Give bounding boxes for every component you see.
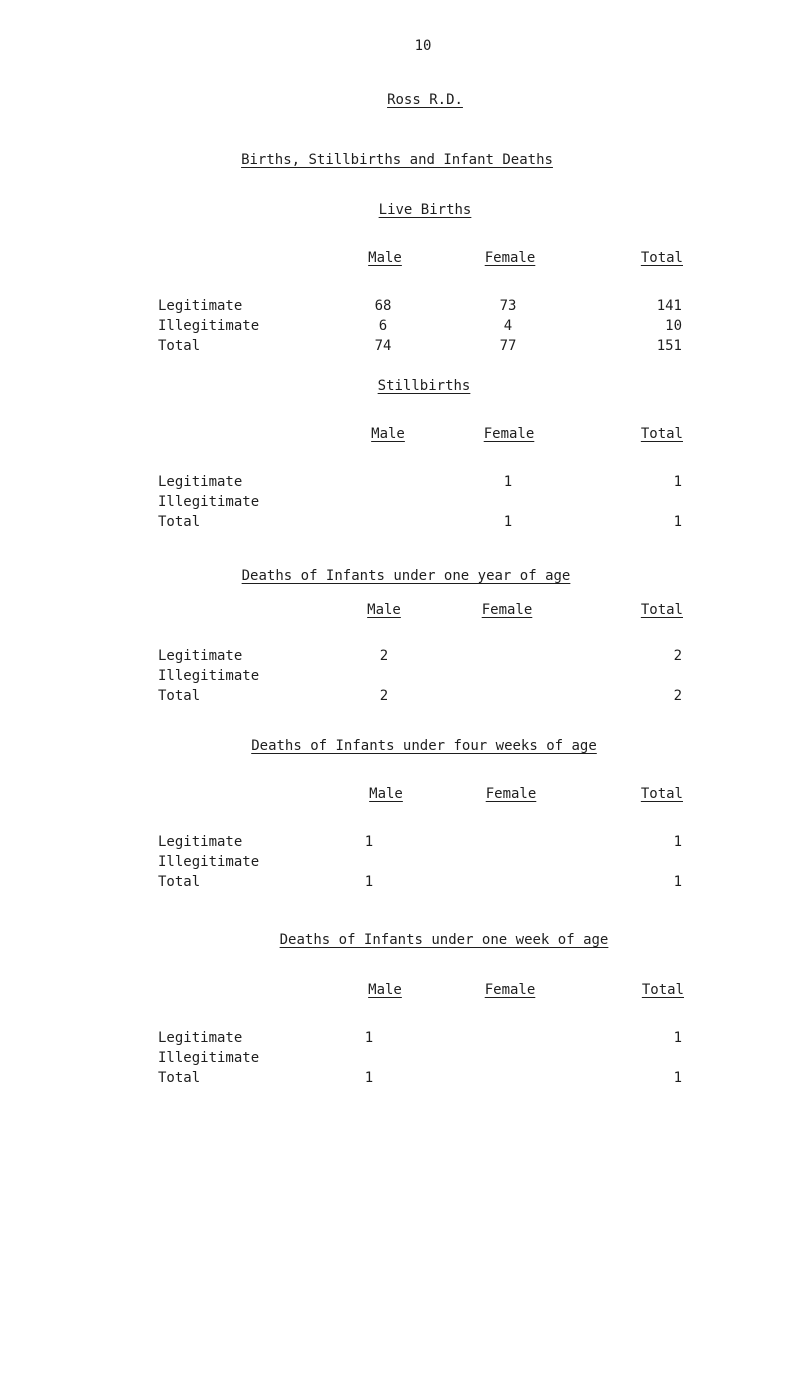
main-title: Births, Stillbirths and Infant Deaths <box>241 152 553 168</box>
row-label-total: Total <box>158 688 201 704</box>
row-label-legitimate: Legitimate <box>158 648 243 664</box>
row-label-illegitimate: Illegitimate <box>158 1050 260 1066</box>
col-header-female: Female <box>484 250 536 266</box>
row-label-legitimate: Legitimate <box>158 298 243 314</box>
col-header-female: Female <box>481 602 533 618</box>
col-header-female: Female <box>484 982 536 998</box>
cell-total: 1 <box>673 1030 682 1046</box>
col-header-female: Female <box>483 426 535 442</box>
cell-male: 1 <box>364 874 374 890</box>
col-header-female: Female <box>485 786 537 802</box>
row-label-legitimate: Legitimate <box>158 474 243 490</box>
cell-female: 77 <box>499 338 517 354</box>
col-header-male: Male <box>368 250 402 266</box>
cell-male: 2 <box>379 688 389 704</box>
row-label-illegitimate: Illegitimate <box>158 318 260 334</box>
row-label-total: Total <box>158 338 201 354</box>
cell-female: 4 <box>503 318 513 334</box>
cell-male: 2 <box>379 648 389 664</box>
cell-female: 1 <box>503 474 513 490</box>
cell-total: 1 <box>673 1070 682 1086</box>
cell-total: 1 <box>673 474 682 490</box>
cell-male: 74 <box>374 338 392 354</box>
section-title: Deaths of Infants under one year of age <box>241 568 571 584</box>
row-label-total: Total <box>158 514 201 530</box>
row-label-legitimate: Legitimate <box>158 1030 243 1046</box>
cell-female: 73 <box>499 298 517 314</box>
section-title: Stillbirths <box>377 378 471 394</box>
cell-male: 1 <box>364 1030 374 1046</box>
row-label-total: Total <box>158 874 201 890</box>
cell-total: 1 <box>673 834 682 850</box>
section-title: Deaths of Infants under four weeks of age <box>251 738 597 754</box>
cell-male: 1 <box>364 1070 374 1086</box>
section-title: Live Births <box>378 202 472 218</box>
col-header-total: Total <box>640 426 683 442</box>
col-header-total: Total <box>640 786 683 802</box>
cell-total: 151 <box>656 338 682 354</box>
col-header-male: Male <box>368 982 402 998</box>
cell-total: 2 <box>673 688 682 704</box>
cell-male: 6 <box>378 318 388 334</box>
col-header-male: Male <box>369 786 403 802</box>
col-header-total: Total <box>641 982 684 998</box>
cell-total: 10 <box>665 318 682 334</box>
cell-male: 1 <box>364 834 374 850</box>
cell-total: 2 <box>673 648 682 664</box>
cell-total: 141 <box>656 298 682 314</box>
cell-total: 1 <box>673 514 682 530</box>
col-header-male: Male <box>371 426 405 442</box>
row-label-legitimate: Legitimate <box>158 834 243 850</box>
col-header-total: Total <box>640 250 683 266</box>
section-title: Deaths of Infants under one week of age <box>279 932 609 948</box>
cell-total: 1 <box>673 874 682 890</box>
cell-male: 68 <box>374 298 392 314</box>
row-label-total: Total <box>158 1070 201 1086</box>
col-header-total: Total <box>640 602 683 618</box>
row-label-illegitimate: Illegitimate <box>158 494 260 510</box>
row-label-illegitimate: Illegitimate <box>158 668 260 684</box>
page-number: 10 <box>414 38 432 54</box>
district-title: Ross R.D. <box>387 92 463 108</box>
cell-female: 1 <box>503 514 513 530</box>
row-label-illegitimate: Illegitimate <box>158 854 260 870</box>
col-header-male: Male <box>367 602 401 618</box>
